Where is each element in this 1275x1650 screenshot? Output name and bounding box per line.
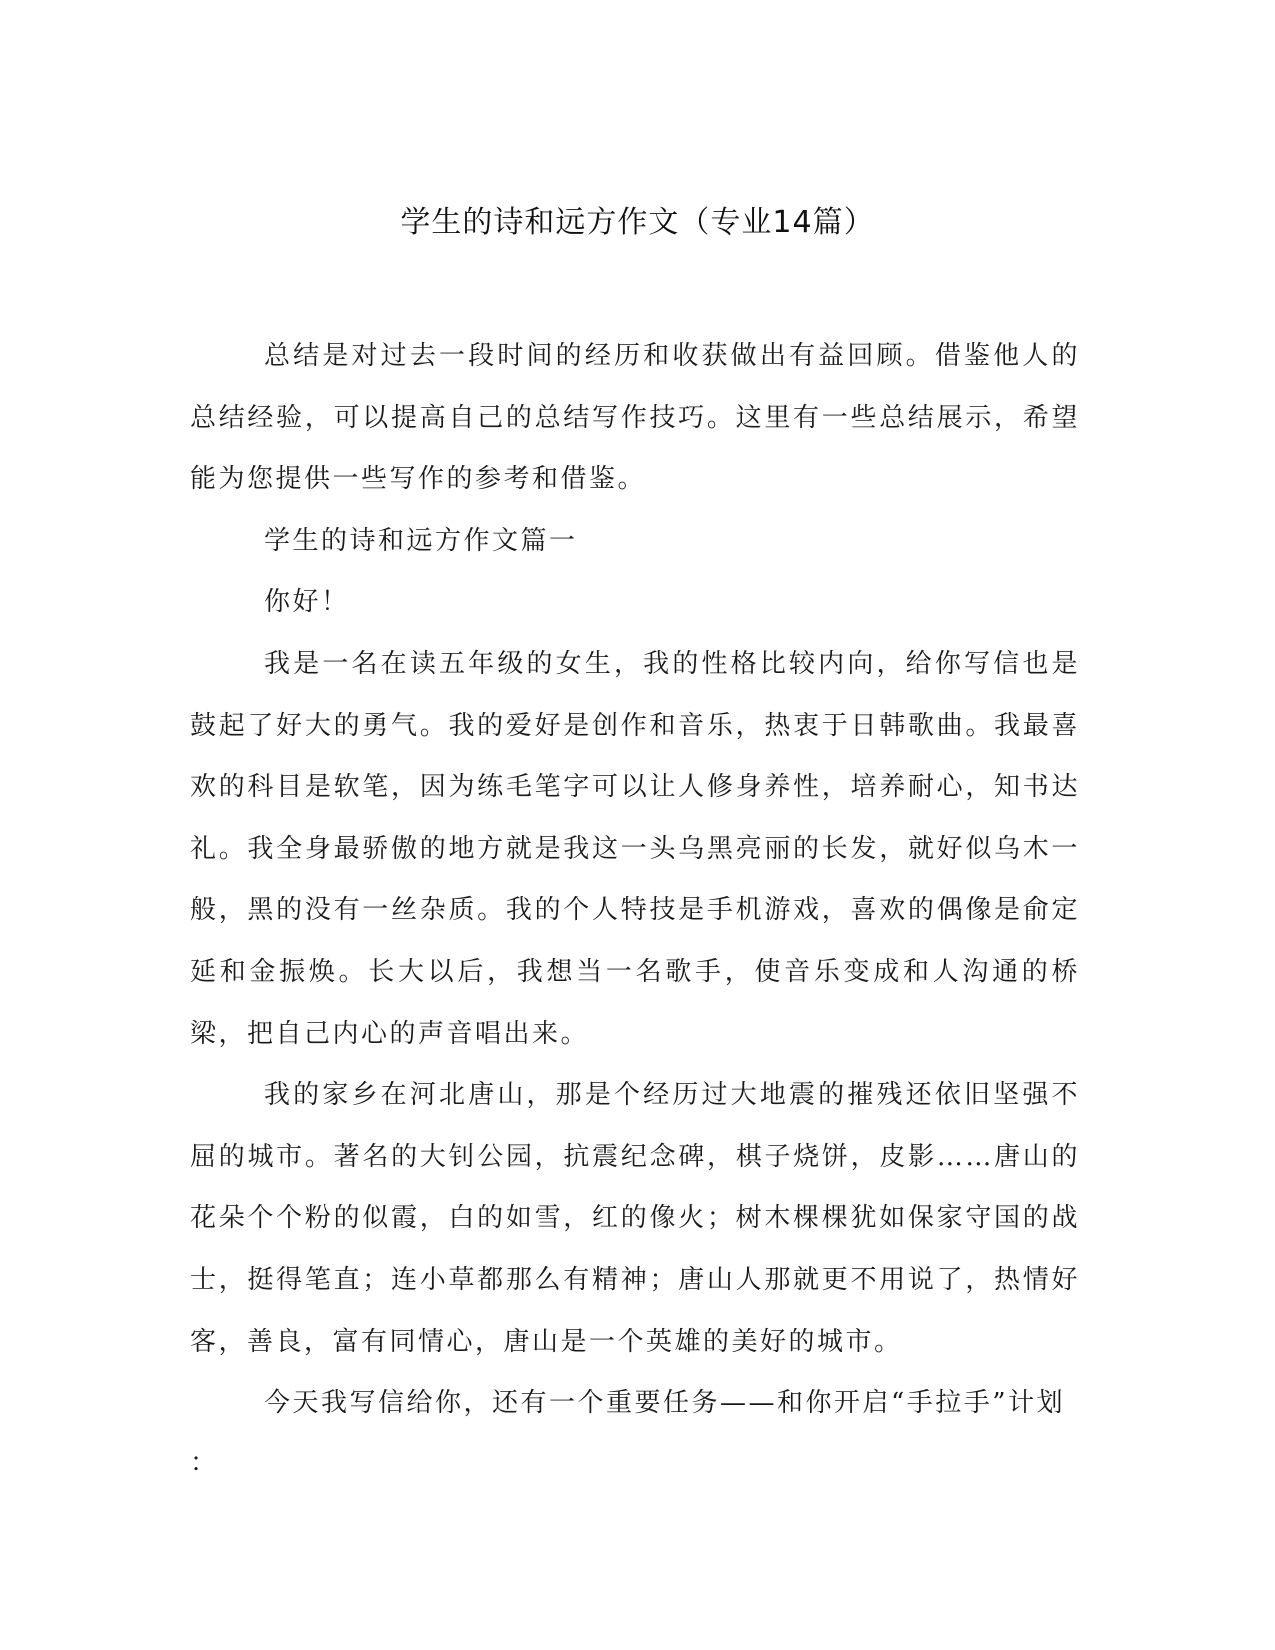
document-body — [190, 326, 1080, 1435]
hometown-paragraph: 我的家乡在河北唐山，那是个经历过大地震的摧残还依旧坚强不屈的城市。著名的大钊公园，抗震纪念碑，棋子烧饼，皮影……唐山的花朵个个粉的似霞，白的如雪，红的像火；树木棵棵犹如保家守国的战士，挺得笔直；连小草都那么有精神；唐山人那就更不用说了，热情好客，善良，富有同情心，唐山是一个英雄的美好的城市。 — [190, 1080, 1080, 1357]
trailing-colon: ： — [190, 1448, 217, 1478]
document-title: 学生的诗和远方作文（专业14篇） — [400, 205, 875, 240]
greeting-paragraph: 你好！ — [264, 587, 350, 618]
section-heading: 学生的诗和远方作文篇一 — [264, 525, 578, 556]
intro-paragraph: 总结是对过去一段时间的经历和收获做出有益回顾。借鉴他人的总结经验，可以提高自己的总结写作技巧。这里有一些总结展示，希望能为您提供一些写作的参考和借鉴。 — [190, 341, 1080, 495]
self-intro-paragraph: 我是一名在读五年级的女生，我的性格比较内向，给你写信也是鼓起了好大的勇气。我的爱好是创作和音乐，热衷于日韩歌曲。我最喜欢的科目是软笔，因为练毛笔字可以让人修身养性，培养耐心，知书达礼。我全身最骄傲的地方就是我这一头乌黑亮丽的长发，就好似乌木一般，黑的没有一丝杂质。我的个人特技是手机游戏，喜欢的偶像是俞定延和金振焕。长大以后，我想当一名歌手，使音乐变成和人沟通的桥梁，把自己内心的声音唱出来。 — [190, 648, 1080, 1049]
purpose-paragraph: 今天我写信给你，还有一个重要任务——和你开启“手拉手”计划 — [264, 1388, 1066, 1419]
